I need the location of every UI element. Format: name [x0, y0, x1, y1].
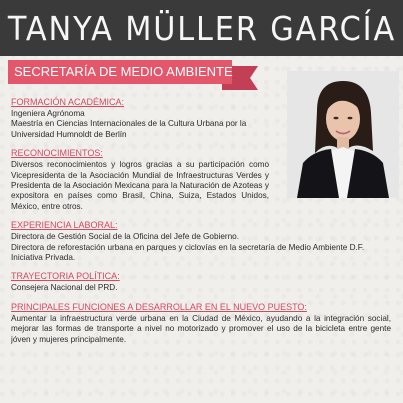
biography-content [11, 97, 393, 353]
section-line: Directora de reforestación urbana en parques y ciclovías en la secretaría de Medio Ambiente D.F. Iniciativa Privada. [11, 242, 365, 263]
section-heading: RECONOCIMIENTOS: [11, 148, 103, 159]
section-politics [11, 271, 393, 293]
section-line: Maestría en Ciencias Internacionales de la Cultura Urbana por la Universidad Humnoldt de Berlín [11, 119, 247, 139]
section-recognitions [11, 148, 393, 212]
section-heading: PRINCIPALES FUNCIONES A DESARROLLAR EN EL NUEVO PUESTO: [11, 301, 307, 312]
section-heading: EXPERIENCIA LABORAL: [11, 220, 118, 231]
section-academic [11, 97, 393, 140]
position-ribbon [8, 60, 232, 84]
section-heading: TRAYECTORIA POLÍTICA: [11, 271, 120, 282]
section-experience [11, 220, 393, 263]
section-line: Directora de Gestión Social de la Oficina del Jefe de Gobierno. [11, 232, 240, 242]
section-line: Diversos reconocimientos y logros gracias a su participación como Vicepresidenta de la Asociación Mundial de Infraestructuras Verdes y Presidenta de la Asociación Mexicana para la Naturación de Azoteas y expositora en países como Brasil, China, Suiza, Estados Unidos, México, entre otros. [11, 160, 269, 211]
section-line: Ingeniera Agrónoma [11, 109, 85, 118]
section-functions [11, 302, 393, 345]
section-line: Aumentar la infraestructura verde urbana en la Ciudad de México, ayudando a la integración social, mejorar las formas de transporte a nivel no motorizado y promover el uso de la bicicleta entre gente jóven y mujeres principalmente. [11, 313, 391, 344]
person-name: TANYA MÜLLER GARCÍA [7, 8, 396, 48]
section-heading: FORMACIÓN ACADÉMICA: [11, 97, 125, 107]
header-banner [0, 0, 403, 56]
position-title: SECRETARÍA DE MEDIO AMBIENTE [14, 64, 233, 79]
section-line: Consejera Nacional del PRD. [11, 283, 118, 293]
